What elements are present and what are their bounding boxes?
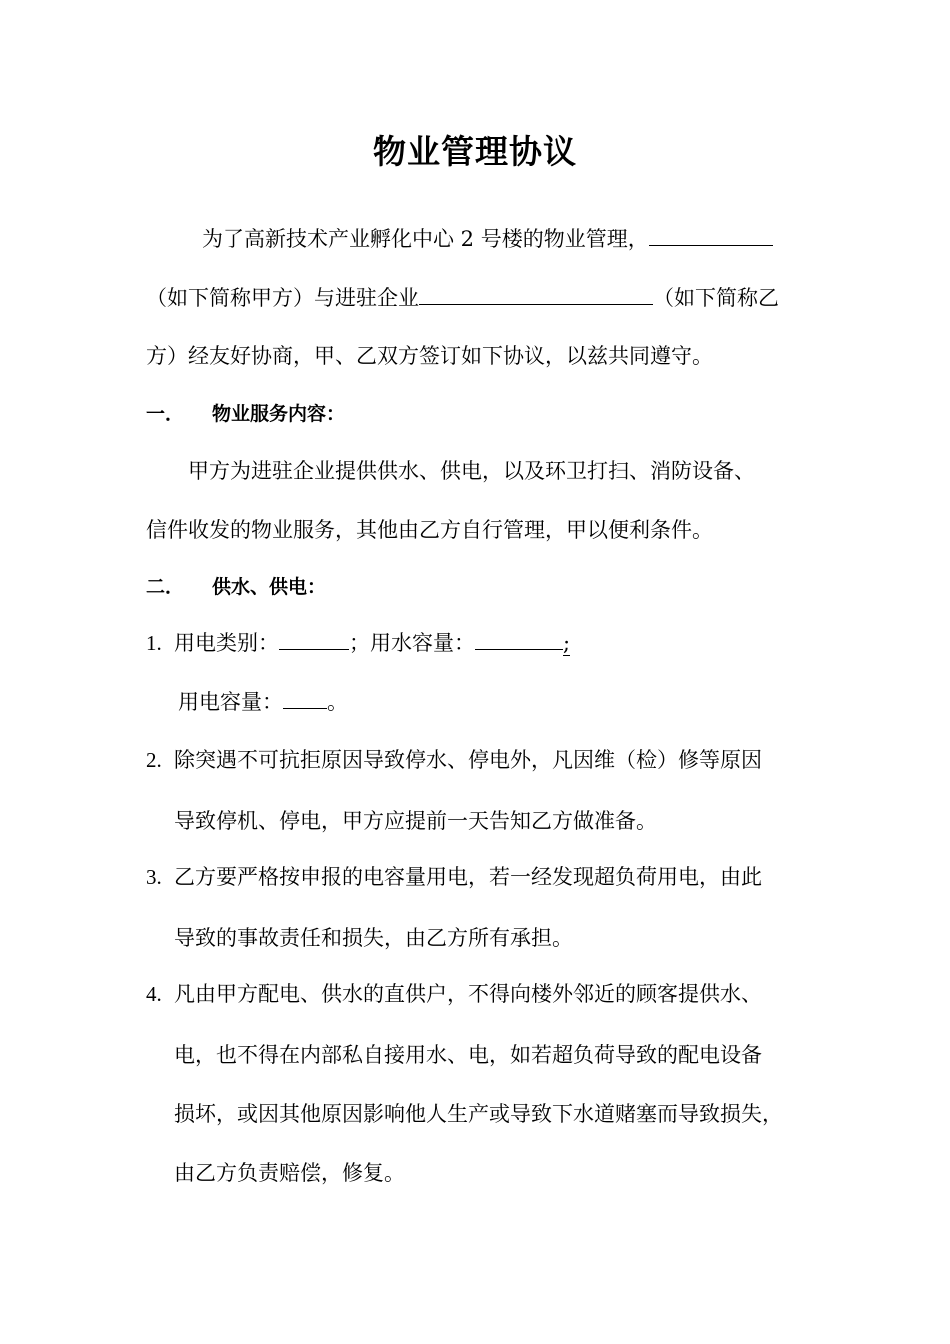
section-2-number: 二． [146, 576, 185, 598]
item-4-line-2: 电，也不得在内部私自接用水、电，如若超负荷导致的配电设备 [174, 1043, 762, 1067]
item-4-line-1 [146, 979, 762, 1009]
document-title: 物业管理协议 [373, 132, 577, 171]
section-2-title: 供水、供电： [212, 576, 327, 598]
item-3-text-1: 乙方要严格按申报的电容量用电，若一经发现超负荷用电，由此 [174, 865, 762, 889]
item-2-text-1: 除突遇不可抗拒原因导致停水、停电外，凡因维（检）修等原因 [174, 748, 762, 772]
intro-text-2b: （如下简称乙 [653, 286, 779, 310]
item-4-text-1: 凡由甲方配电、供水的直供户，不得向楼外邻近的顾客提供水、 [174, 982, 762, 1006]
power-capacity-label: 用电容量： [178, 690, 283, 714]
item-2-line-2: 导致停机、停电，甲方应提前一天告知乙方做准备。 [174, 809, 657, 833]
item-3-number: 3. [146, 865, 162, 889]
power-capacity-blank[interactable] [283, 686, 327, 709]
party-a-blank[interactable] [649, 223, 773, 246]
section-1-para-line-1: 甲方为进驻企业提供供水、供电，以及环卫打扫、消防设备、 [188, 459, 755, 483]
section-1-number: 一． [146, 403, 185, 425]
intro-text-1: 为了高新技术产业孵化中心 2 号楼的物业管理， [202, 227, 649, 251]
item-1-line-2 [178, 686, 348, 717]
item-4-line-3: 损坏，或因其他原因影响他人生产或导致下水道赌塞而导致损失， [174, 1102, 783, 1126]
item-1-number: 1. [146, 631, 162, 655]
intro-text-2a: （如下简称甲方）与进驻企业 [146, 286, 419, 310]
item-2-line-1 [146, 745, 762, 775]
section-1-para-line-2: 信件收发的物业服务，其他由乙方自行管理，甲以便利条件。 [146, 518, 713, 542]
item-4-line-4: 由乙方负责赔偿，修复。 [174, 1161, 405, 1185]
section-1-heading [146, 399, 345, 429]
item-1-semicolon: ; [563, 631, 571, 655]
intro-line-1 [202, 223, 773, 254]
power-type-blank[interactable] [279, 627, 349, 650]
item-2-number: 2. [146, 748, 162, 772]
item-1-line-1 [146, 627, 570, 658]
item-3-line-1 [146, 862, 762, 892]
power-type-label: 用电类别： [174, 631, 279, 655]
tenant-blank[interactable] [419, 282, 653, 305]
water-capacity-label: ；用水容量： [349, 631, 475, 655]
intro-line-3: 方）经友好协商，甲、乙双方签订如下协议，以兹共同遵守。 [146, 344, 713, 368]
item-4-number: 4. [146, 982, 162, 1006]
item-1-period: 。 [327, 690, 348, 714]
section-2-heading [146, 572, 326, 602]
section-1-title: 物业服务内容： [212, 403, 346, 425]
item-3-line-2: 导致的事故责任和损失，由乙方所有承担。 [174, 926, 573, 950]
intro-line-2 [146, 282, 779, 313]
water-capacity-blank[interactable] [475, 627, 563, 650]
